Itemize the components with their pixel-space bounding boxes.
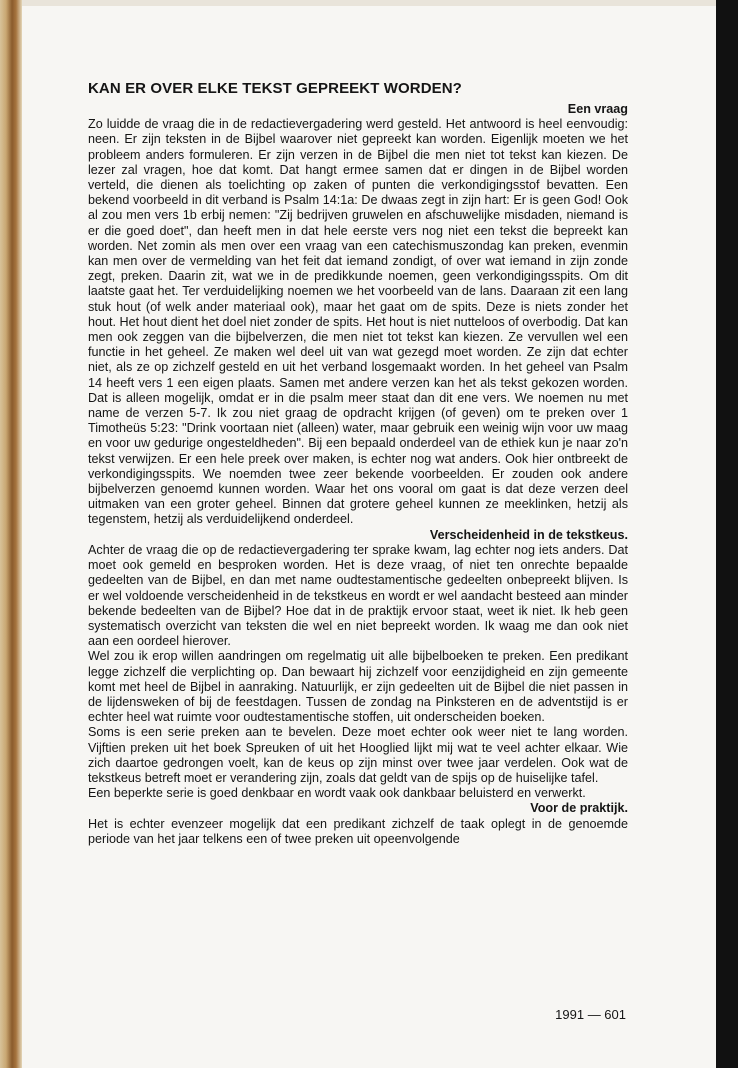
section-heading-voor-de-praktijk: Voor de praktijk. bbox=[530, 801, 628, 816]
section-heading-verscheidenheid: Verscheidenheid in de tekstkeus. bbox=[429, 527, 628, 542]
paragraph: Soms is een serie preken aan te bevelen. Deze moet echter ook weer niet te lang worden. Vijftien preken uit het boek Spreuken of uit het Hooglied lijkt mij wat te veel achter elkaar. Wie zich daartoe gedrongen voelt, kan de keus op zijn minst over twee jaar verdelen. Ook wat de tekstkeus betreft moet er verandering zijn, zoals dat geldt van de spijs op de huiselijke tafel. bbox=[88, 725, 628, 785]
article-title: KAN ER OVER ELKE TEKST GEPREEKT WORDEN? bbox=[88, 80, 462, 97]
section-heading-een-vraag: Een vraag bbox=[567, 102, 628, 116]
article bbox=[88, 80, 628, 847]
scan-left-edge bbox=[0, 0, 22, 1068]
paragraph: Achter de vraag die op de redactievergadering ter sprake kwam, lag echter nog iets anders. Dat moet ook gemeld en besproken worden. Het is deze vraag, of niet ten onrechte bepaalde gedeelten van de Bijbel, en dan met name oudtestamentische gedeelten onbepreekt blijven. Is er wel voldoende verscheidenheid in de tekstkeus en wordt er wel aandacht besteed aan minder bekende bedeelten van de Bijbel? Hoe dat in de praktijk ervoor staat, weet ik niet. Ik heb geen systematisch overzicht van teksten die wel en niet bepreekt worden. Ik waag me dan ook niet aan een oordeel hierover. bbox=[88, 542, 628, 649]
page-number: 1991 — 601 bbox=[555, 1007, 626, 1022]
paragraph: Een beperkte serie is goed denkbaar en wordt vaak ook dankbaar beluisterd en verwerkt. bbox=[88, 786, 586, 801]
scan-right-edge bbox=[716, 0, 738, 1068]
paragraph: Wel zou ik erop willen aandringen om regelmatig uit alle bijbelboeken te preken. Een predikant legge zichzelf die verplichting op. Dan bewaart hij zichzelf voor eenzijdigheid en zijn gemeente komt met heel de Bijbel in aanraking. Natuurlijk, er zijn gedeelten uit de Bijbel die niet passen in de lijdensweken of bij de feestdagen. Tussen de zondag na Pinksteren en de adventstijd is er echter heel wat ruimte voor oudtestamentische stoffen, uit onderscheiden boeken. bbox=[88, 649, 628, 725]
paragraph: Zo luidde de vraag die in de redactievergadering werd gesteld. Het antwoord is heel eenvoudig: neen. Er zijn teksten in de Bijbel waarover niet gepreekt kan worden. Eigenlijk moeten we het probleem anders formuleren. Er zijn verzen in de Bijbel die men niet tot tekst kan kiezen. De lezer zal vragen, hoe dat komt. Dat hangt ermee samen dat er dingen in de Bijbel worden verteld, die dienen als toelichting op zaken of punten die verkondigingsstof bevatten. Een bekend voorbeeld in dit verband is Psalm 14:1a: De dwaas zegt in zijn hart: Er is geen God! Ook al zou men vers 1b erbij nemen: "Zij bedrijven gruwelen en afschuwelijke misdaden, niemand is er die goed doet", dan heeft men in dat hele eerste vers nog niet een tekst die bepreekt kan worden. Net zomin als men over een vraag van een catechismuszondag kan preken, evenmin kan men over de vermelding van het feit dat iemand zondigt, of over wat iemand in zijn zonde zegt, preken. Daarin zit, wat we in de predikkunde noemen, geen verkondigingsspits. Om dit laatste gaat het. Ter verduidelijking noemen we het voorbeeld van de lans. Daaraan zit een lang stuk hout (of welk ander materiaal ook), maar het gaat om de spits. Deze is niets zonder het hout. Het hout dient het doel niet zonder de spits. Het hout is niet nutteloos of overbodig. Dat kan men ook zeggen van die bijbelverzen, die men niet tot tekst kan kiezen. Ze vervullen wel een functie in het geheel. Ze maken wel deel uit van wat gezegd moet worden. Ze zijn dat echter niet, als ze op zichzelf gesteld en uit het verband losgemaakt worden. In het geheel van Psalm 14 heeft vers 1 een eigen plaats. Samen met andere verzen kan het als tekst gekozen worden. Dat is alleen mogelijk, omdat er in die psalm meer staat dan dit ene vers. We noemen nu met name de verzen 5-7. Ik zou niet graag de opdracht krijgen (of geven) om te preken over 1 Timotheüs 5:23: "Drink voortaan niet (alleen) water, maar gebruik een weinig wijn voor uw maag en voor uw gedurige ongesteldheden". Bij een bepaald onderdeel van de ethiek kun je naar zo'n tekst verwijzen. Er een hele preek over maken, is echter nog wat anders. Ook hier ontbreekt de verkondigingsspits. We noemden twee zeer bekende voorbeelden. Er zouden ook andere bijbelverzen genoemd kunnen worden. Waar het ons vooral om gaat is dat deze verzen deel uitmaken van een groter geheel. Binnen dat grotere geheel kunnen ze meeklinken, hetzij als tegenstem, hetzij als verduidelijkend onderdeel. bbox=[88, 117, 628, 527]
paragraph: Het is echter evenzeer mogelijk dat een predikant zichzelf de taak oplegt in de genoemde periode van het jaar telkens een of twee preken uit opeenvolgende bbox=[88, 816, 628, 846]
